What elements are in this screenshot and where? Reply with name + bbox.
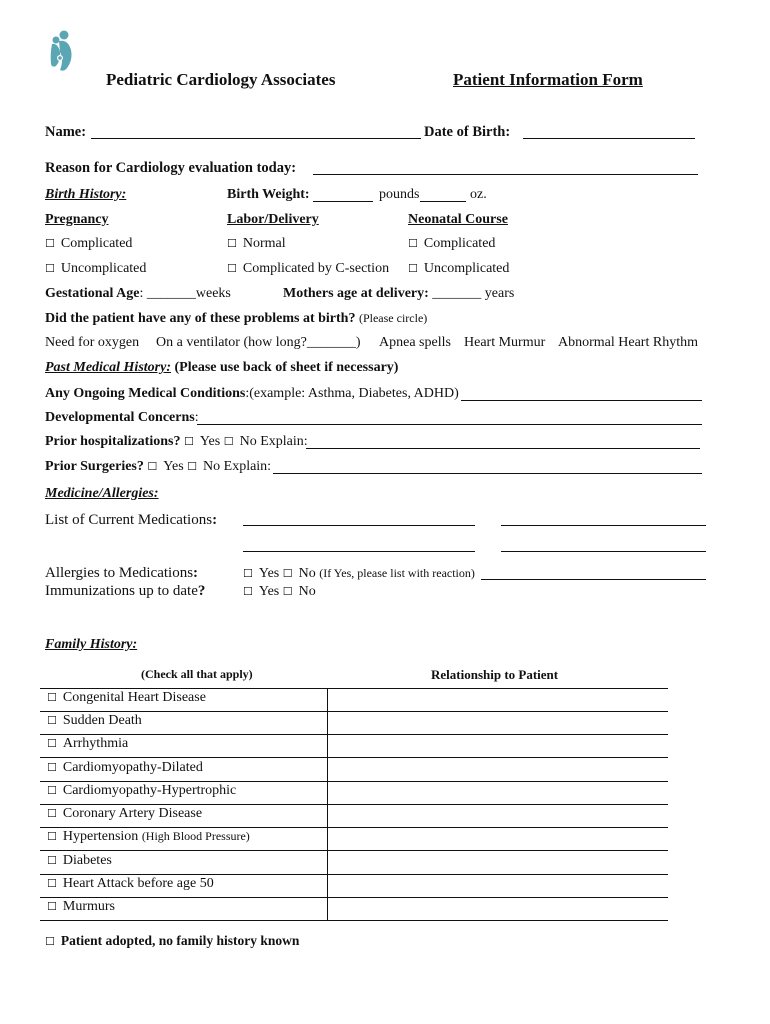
table-row-line bbox=[40, 897, 668, 898]
table-row-line bbox=[40, 711, 668, 712]
checkbox-icon[interactable]: ☐ bbox=[45, 935, 55, 948]
checkbox-icon[interactable]: ☐ bbox=[47, 784, 57, 797]
current-meds-label: List of Current Medications: bbox=[45, 512, 218, 528]
checkbox-icon[interactable]: ☐ bbox=[47, 854, 57, 867]
pmh-heading-row: Past Medical History: (Please use back of sheet if necessary) bbox=[45, 360, 399, 375]
meds-heading: Medicine/Allergies: bbox=[45, 486, 159, 501]
table-row-line bbox=[40, 804, 668, 805]
table-row-line bbox=[40, 734, 668, 735]
immunizations-label: Immunizations up to date? bbox=[45, 583, 206, 599]
table-row-line bbox=[40, 874, 668, 875]
relationship-label: Relationship to Patient bbox=[431, 667, 559, 682]
surgeries-explain-field[interactable] bbox=[273, 473, 702, 474]
birth-weight-label: Birth Weight: bbox=[227, 187, 310, 202]
allergies-field[interactable] bbox=[481, 579, 706, 580]
oz-label: oz. bbox=[470, 187, 487, 202]
labor-normal-option[interactable]: ☐ Normal bbox=[227, 236, 286, 251]
family-logo bbox=[48, 30, 76, 74]
family-row-cardiomyopathy-dilated[interactable]: ☐ Cardiomyopathy-Dilated bbox=[47, 760, 203, 775]
family-row-heart-attack[interactable]: ☐ Heart Attack before age 50 bbox=[47, 876, 214, 891]
hospitalizations-row: Prior hospitalizations? ☐ Yes ☐ No Explain: bbox=[45, 434, 308, 449]
family-history-heading: Family History: bbox=[45, 637, 138, 652]
family-row-diabetes[interactable]: ☐ Diabetes bbox=[47, 853, 112, 868]
developmental-label: Developmental Concerns: bbox=[45, 410, 199, 425]
family-row-coronary[interactable]: ☐ Coronary Artery Disease bbox=[47, 806, 203, 821]
pregnancy-uncomplicated-option[interactable]: ☐ Uncomplicated bbox=[45, 261, 147, 276]
checkbox-icon[interactable]: ☐ bbox=[243, 585, 253, 598]
allergies-label: Allergies to Medications: bbox=[45, 565, 199, 581]
checkbox-icon[interactable]: ☐ bbox=[243, 567, 253, 580]
dob-label: Date of Birth: bbox=[424, 124, 511, 140]
table-row-line bbox=[40, 850, 668, 851]
labor-heading: Labor/Delivery bbox=[227, 212, 319, 227]
checkbox-icon[interactable]: ☐ bbox=[45, 262, 55, 275]
birth-weight-pounds-field[interactable] bbox=[313, 201, 373, 202]
checkbox-icon[interactable]: ☐ bbox=[45, 237, 55, 250]
checkbox-icon[interactable]: ☐ bbox=[47, 830, 57, 843]
family-row-cardiomyopathy-hypertrophic[interactable]: ☐ Cardiomyopathy-Hypertrophic bbox=[47, 783, 237, 798]
gestational-age-field[interactable]: _______ bbox=[146, 286, 196, 301]
reason-label: Reason for Cardiology evaluation today: bbox=[45, 160, 297, 176]
immunizations-options: ☐ Yes ☐ No bbox=[243, 584, 316, 599]
labor-csection-option[interactable]: ☐ Complicated by C-section bbox=[227, 261, 390, 276]
check-all-label: (Check all that apply) bbox=[141, 667, 253, 681]
table-row-line bbox=[40, 827, 668, 828]
current-meds-field-1[interactable] bbox=[243, 525, 475, 526]
neonatal-uncomplicated-option[interactable]: ☐ Uncomplicated bbox=[408, 261, 510, 276]
current-meds-field-4[interactable] bbox=[501, 551, 706, 552]
checkbox-icon[interactable]: ☐ bbox=[47, 877, 57, 890]
neonatal-heading: Neonatal Course bbox=[408, 212, 508, 227]
name-label: Name: bbox=[45, 124, 87, 140]
problem-need-oxygen[interactable]: Need for oxygen bbox=[45, 335, 140, 350]
checkbox-icon[interactable]: ☐ bbox=[408, 262, 418, 275]
birth-problems-question: Did the patient have any of these problems at birth? (Please circle) bbox=[45, 311, 428, 326]
family-row-sudden-death[interactable]: ☐ Sudden Death bbox=[47, 713, 142, 728]
adopted-option[interactable]: ☐ Patient adopted, no family history known bbox=[45, 933, 300, 948]
checkbox-icon[interactable]: ☐ bbox=[147, 460, 158, 473]
practice-name: Pediatric Cardiology Associates bbox=[106, 70, 336, 89]
ongoing-conditions-label: Any Ongoing Medical Conditions:(example: Asthma, Diabetes, ADHD) bbox=[45, 386, 459, 401]
family-row-arrhythmia[interactable]: ☐ Arrhythmia bbox=[47, 736, 129, 751]
family-row-murmurs[interactable]: ☐ Murmurs bbox=[47, 899, 115, 914]
checkbox-icon[interactable]: ☐ bbox=[47, 900, 57, 913]
gestational-age-row: Gestational Age: _______weeks bbox=[45, 286, 231, 301]
table-row-line bbox=[40, 781, 668, 782]
allergies-options: ☐ Yes ☐ No (If Yes, please list with reaction) bbox=[243, 566, 475, 581]
current-meds-field-3[interactable] bbox=[243, 551, 475, 552]
checkbox-icon[interactable]: ☐ bbox=[223, 435, 234, 448]
table-row-line bbox=[40, 757, 668, 758]
checkbox-icon[interactable]: ☐ bbox=[47, 691, 57, 704]
problem-heart-murmur[interactable]: Heart Murmur bbox=[464, 335, 546, 350]
dob-field[interactable] bbox=[523, 138, 695, 139]
pregnancy-heading: Pregnancy bbox=[45, 212, 109, 227]
pounds-label: pounds bbox=[379, 187, 420, 202]
table-row-line bbox=[40, 920, 668, 921]
problem-ventilator[interactable]: On a ventilator (how long?_______) bbox=[156, 335, 361, 350]
name-field[interactable] bbox=[91, 138, 421, 139]
checkbox-icon[interactable]: ☐ bbox=[282, 567, 293, 580]
hospitalizations-explain-field[interactable] bbox=[306, 448, 700, 449]
checkbox-icon[interactable]: ☐ bbox=[227, 237, 237, 250]
birth-weight-oz-field[interactable] bbox=[420, 201, 466, 202]
neonatal-complicated-option[interactable]: ☐ Complicated bbox=[408, 236, 496, 251]
family-row-congenital[interactable]: ☐ Congenital Heart Disease bbox=[47, 690, 206, 705]
current-meds-field-2[interactable] bbox=[501, 525, 706, 526]
checkbox-icon[interactable]: ☐ bbox=[227, 262, 237, 275]
checkbox-icon[interactable]: ☐ bbox=[47, 714, 57, 727]
problem-apnea-spells[interactable]: Apnea spells bbox=[379, 335, 451, 350]
surgeries-row: Prior Surgeries? ☐ Yes ☐ No Explain: bbox=[45, 459, 272, 474]
family-row-hypertension[interactable]: ☐ Hypertension (High Blood Pressure) bbox=[47, 829, 250, 844]
developmental-field[interactable] bbox=[197, 424, 702, 425]
checkbox-icon[interactable]: ☐ bbox=[282, 585, 293, 598]
mothers-age-field[interactable]: _______ bbox=[432, 286, 482, 301]
checkbox-icon[interactable]: ☐ bbox=[408, 237, 418, 250]
checkbox-icon[interactable]: ☐ bbox=[47, 737, 57, 750]
mothers-age-row: Mothers age at delivery: _______ years bbox=[283, 286, 515, 301]
problem-abnormal-rhythm[interactable]: Abnormal Heart Rhythm bbox=[558, 335, 698, 350]
birth-history-heading: Birth History: bbox=[45, 187, 127, 202]
table-border-line bbox=[40, 688, 668, 689]
checkbox-icon[interactable]: ☐ bbox=[47, 807, 57, 820]
checkbox-icon[interactable]: ☐ bbox=[47, 761, 57, 774]
ongoing-conditions-field[interactable] bbox=[461, 400, 702, 401]
pregnancy-complicated-option[interactable]: ☐ Complicated bbox=[45, 236, 133, 251]
checkbox-icon[interactable]: ☐ bbox=[187, 460, 198, 473]
reason-field[interactable] bbox=[313, 174, 698, 175]
form-title: Patient Information Form bbox=[453, 70, 643, 89]
checkbox-icon[interactable]: ☐ bbox=[183, 435, 194, 448]
